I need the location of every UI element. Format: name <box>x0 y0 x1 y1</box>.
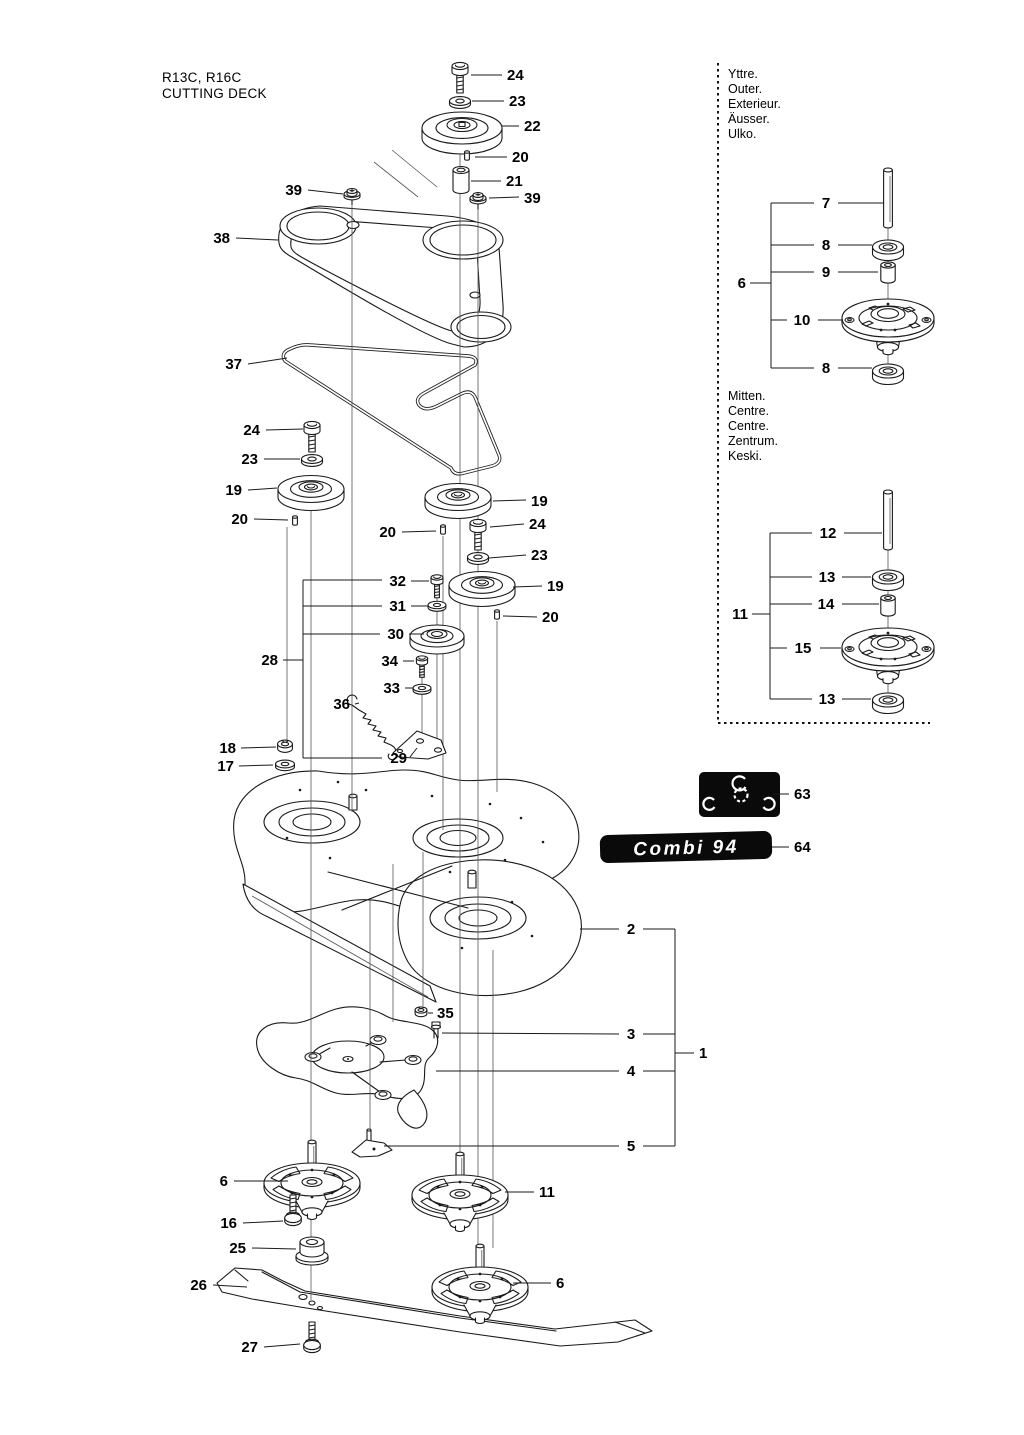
callout-8: 8 <box>821 360 831 377</box>
callout-23: 23 <box>531 547 548 564</box>
callout-13: 13 <box>818 691 836 708</box>
legend-outer-line: Yttre. <box>728 67 758 81</box>
left-idler-group <box>278 421 344 525</box>
bolt-34 <box>416 656 427 677</box>
title-model: R13C, R16C <box>162 70 242 85</box>
housing-10 <box>842 299 934 355</box>
callout-20: 20 <box>542 609 559 626</box>
callout-17: 17 <box>217 758 234 775</box>
callout-29: 29 <box>390 750 407 767</box>
title-deck: CUTTING DECK <box>162 86 267 101</box>
legend-centre-text <box>728 389 778 463</box>
callout-2: 2 <box>626 921 636 938</box>
legend-centre-line: Keski. <box>728 449 763 463</box>
legend-outer-line: Äusser. <box>728 112 770 126</box>
callout-24: 24 <box>529 516 546 533</box>
bolt-32 <box>431 575 443 598</box>
callout-24: 24 <box>243 422 260 439</box>
bushing-25 <box>296 1237 328 1265</box>
callout-27: 27 <box>241 1339 258 1356</box>
legend-outer-line: Exterieur. <box>728 97 781 111</box>
washer-17 <box>276 760 295 771</box>
bearing-8-lower <box>873 364 904 385</box>
pulley-30 <box>410 625 464 654</box>
legend-outer-text <box>728 67 781 141</box>
pulley-19-mid <box>425 484 491 519</box>
decal-64-combi <box>600 831 773 863</box>
nut-35 <box>415 1007 427 1017</box>
page-title <box>162 70 267 101</box>
pin-20-left <box>293 516 298 525</box>
pin-20-top <box>465 151 470 160</box>
blade-bracket-5 <box>352 1129 392 1157</box>
callout-64: 64 <box>794 839 811 856</box>
callout-6: 6 <box>737 275 746 292</box>
tension-idler-group <box>276 575 464 771</box>
callout-63: 63 <box>794 786 811 803</box>
nut-18 <box>278 740 293 752</box>
callout-4: 4 <box>626 1063 636 1080</box>
housing-15 <box>842 628 934 684</box>
callout-37: 37 <box>225 356 242 373</box>
spacer-14 <box>881 595 895 616</box>
callout-13: 13 <box>818 569 836 586</box>
callout-6: 6 <box>556 1275 565 1292</box>
screw-39-right <box>470 193 486 209</box>
callout-10: 10 <box>793 312 811 329</box>
callout-21: 21 <box>506 173 523 190</box>
spindle-assembly-11-center <box>412 1152 508 1231</box>
bearing-13-upper <box>873 570 904 591</box>
shaft-12 <box>884 490 893 550</box>
callout-11: 11 <box>732 606 748 623</box>
callout-5: 5 <box>626 1138 636 1155</box>
belt-guard-38 <box>279 206 511 347</box>
legend-outer-line: Ulko. <box>728 127 757 141</box>
callout-19: 19 <box>547 578 564 595</box>
callout-39: 39 <box>285 182 302 199</box>
bolt-24-right <box>470 519 486 550</box>
callout-15: 15 <box>794 640 812 657</box>
outer-spindle-exploded <box>842 168 934 385</box>
callout-34: 34 <box>381 653 398 670</box>
washer-23-top <box>450 97 471 109</box>
pulley-22 <box>422 112 502 154</box>
bolt-24-left <box>304 421 320 452</box>
callout-20: 20 <box>512 149 529 166</box>
legend-centre-line: Centre. <box>728 419 769 433</box>
bearing-8-upper <box>873 240 904 261</box>
callout-7: 7 <box>821 195 831 212</box>
lower-cover-4 <box>257 1007 438 1128</box>
callout-33: 33 <box>383 680 400 697</box>
callout-20: 20 <box>231 511 248 528</box>
callout-20: 20 <box>379 524 396 541</box>
washer-23-right <box>468 553 489 565</box>
callout-16: 16 <box>220 1215 237 1232</box>
legend-centre-line: Mitten. <box>728 389 766 403</box>
spacer-9 <box>881 262 895 283</box>
top-pulley-assembly <box>344 62 502 209</box>
callout-30: 30 <box>387 626 404 643</box>
screw-39-left <box>344 189 360 205</box>
callout-14: 14 <box>817 596 835 613</box>
callout-18: 18 <box>219 740 236 757</box>
callout-11: 11 <box>539 1184 555 1201</box>
callout-12: 12 <box>819 525 837 542</box>
washer-31 <box>428 601 446 611</box>
spring-36 <box>347 695 396 760</box>
legend-centre-line: Centre. <box>728 404 769 418</box>
centre-spindle-exploded <box>842 490 934 714</box>
spindle-assembly-6-right <box>432 1244 528 1323</box>
callout-39: 39 <box>524 190 541 207</box>
bolt-27 <box>304 1322 321 1353</box>
callout-23: 23 <box>509 93 526 110</box>
center-idler-group <box>425 484 515 620</box>
callout-32: 32 <box>389 573 406 590</box>
spacer-21 <box>453 167 469 194</box>
legend-outer-line: Outer. <box>728 82 763 96</box>
shaft-7 <box>884 168 893 228</box>
callout-31: 31 <box>389 598 406 615</box>
callout-19: 19 <box>225 482 242 499</box>
callout-23: 23 <box>241 451 258 468</box>
spindle-assembly-6-left <box>264 1140 360 1219</box>
callout-3: 3 <box>626 1026 636 1043</box>
callout-22: 22 <box>524 118 541 135</box>
legend-centre-line: Zentrum. <box>728 434 779 448</box>
callout-6: 6 <box>219 1173 228 1190</box>
pin-20-low <box>495 610 500 619</box>
callout-25: 25 <box>229 1240 246 1257</box>
bearing-13-lower <box>873 693 904 714</box>
callout-19: 19 <box>531 493 548 510</box>
washer-33 <box>413 684 431 694</box>
deck-housing-2 <box>234 770 582 1002</box>
washer-23-left <box>302 455 323 467</box>
callout-8: 8 <box>821 237 831 254</box>
pulley-19-low <box>449 572 515 607</box>
callout-24: 24 <box>507 67 524 84</box>
callout-35: 35 <box>437 1005 454 1022</box>
callout-28: 28 <box>261 652 278 669</box>
pin-20-mid <box>441 525 446 534</box>
callout-1: 1 <box>699 1045 708 1062</box>
decal-64-text: Combi 94 <box>633 836 740 861</box>
bolt-24-top <box>452 62 468 93</box>
callout-36: 36 <box>333 696 350 713</box>
callout-9: 9 <box>821 264 831 281</box>
callout-38: 38 <box>213 230 230 247</box>
pulley-19-left <box>278 476 344 511</box>
callout-26: 26 <box>190 1277 207 1294</box>
decal-63 <box>699 772 780 817</box>
